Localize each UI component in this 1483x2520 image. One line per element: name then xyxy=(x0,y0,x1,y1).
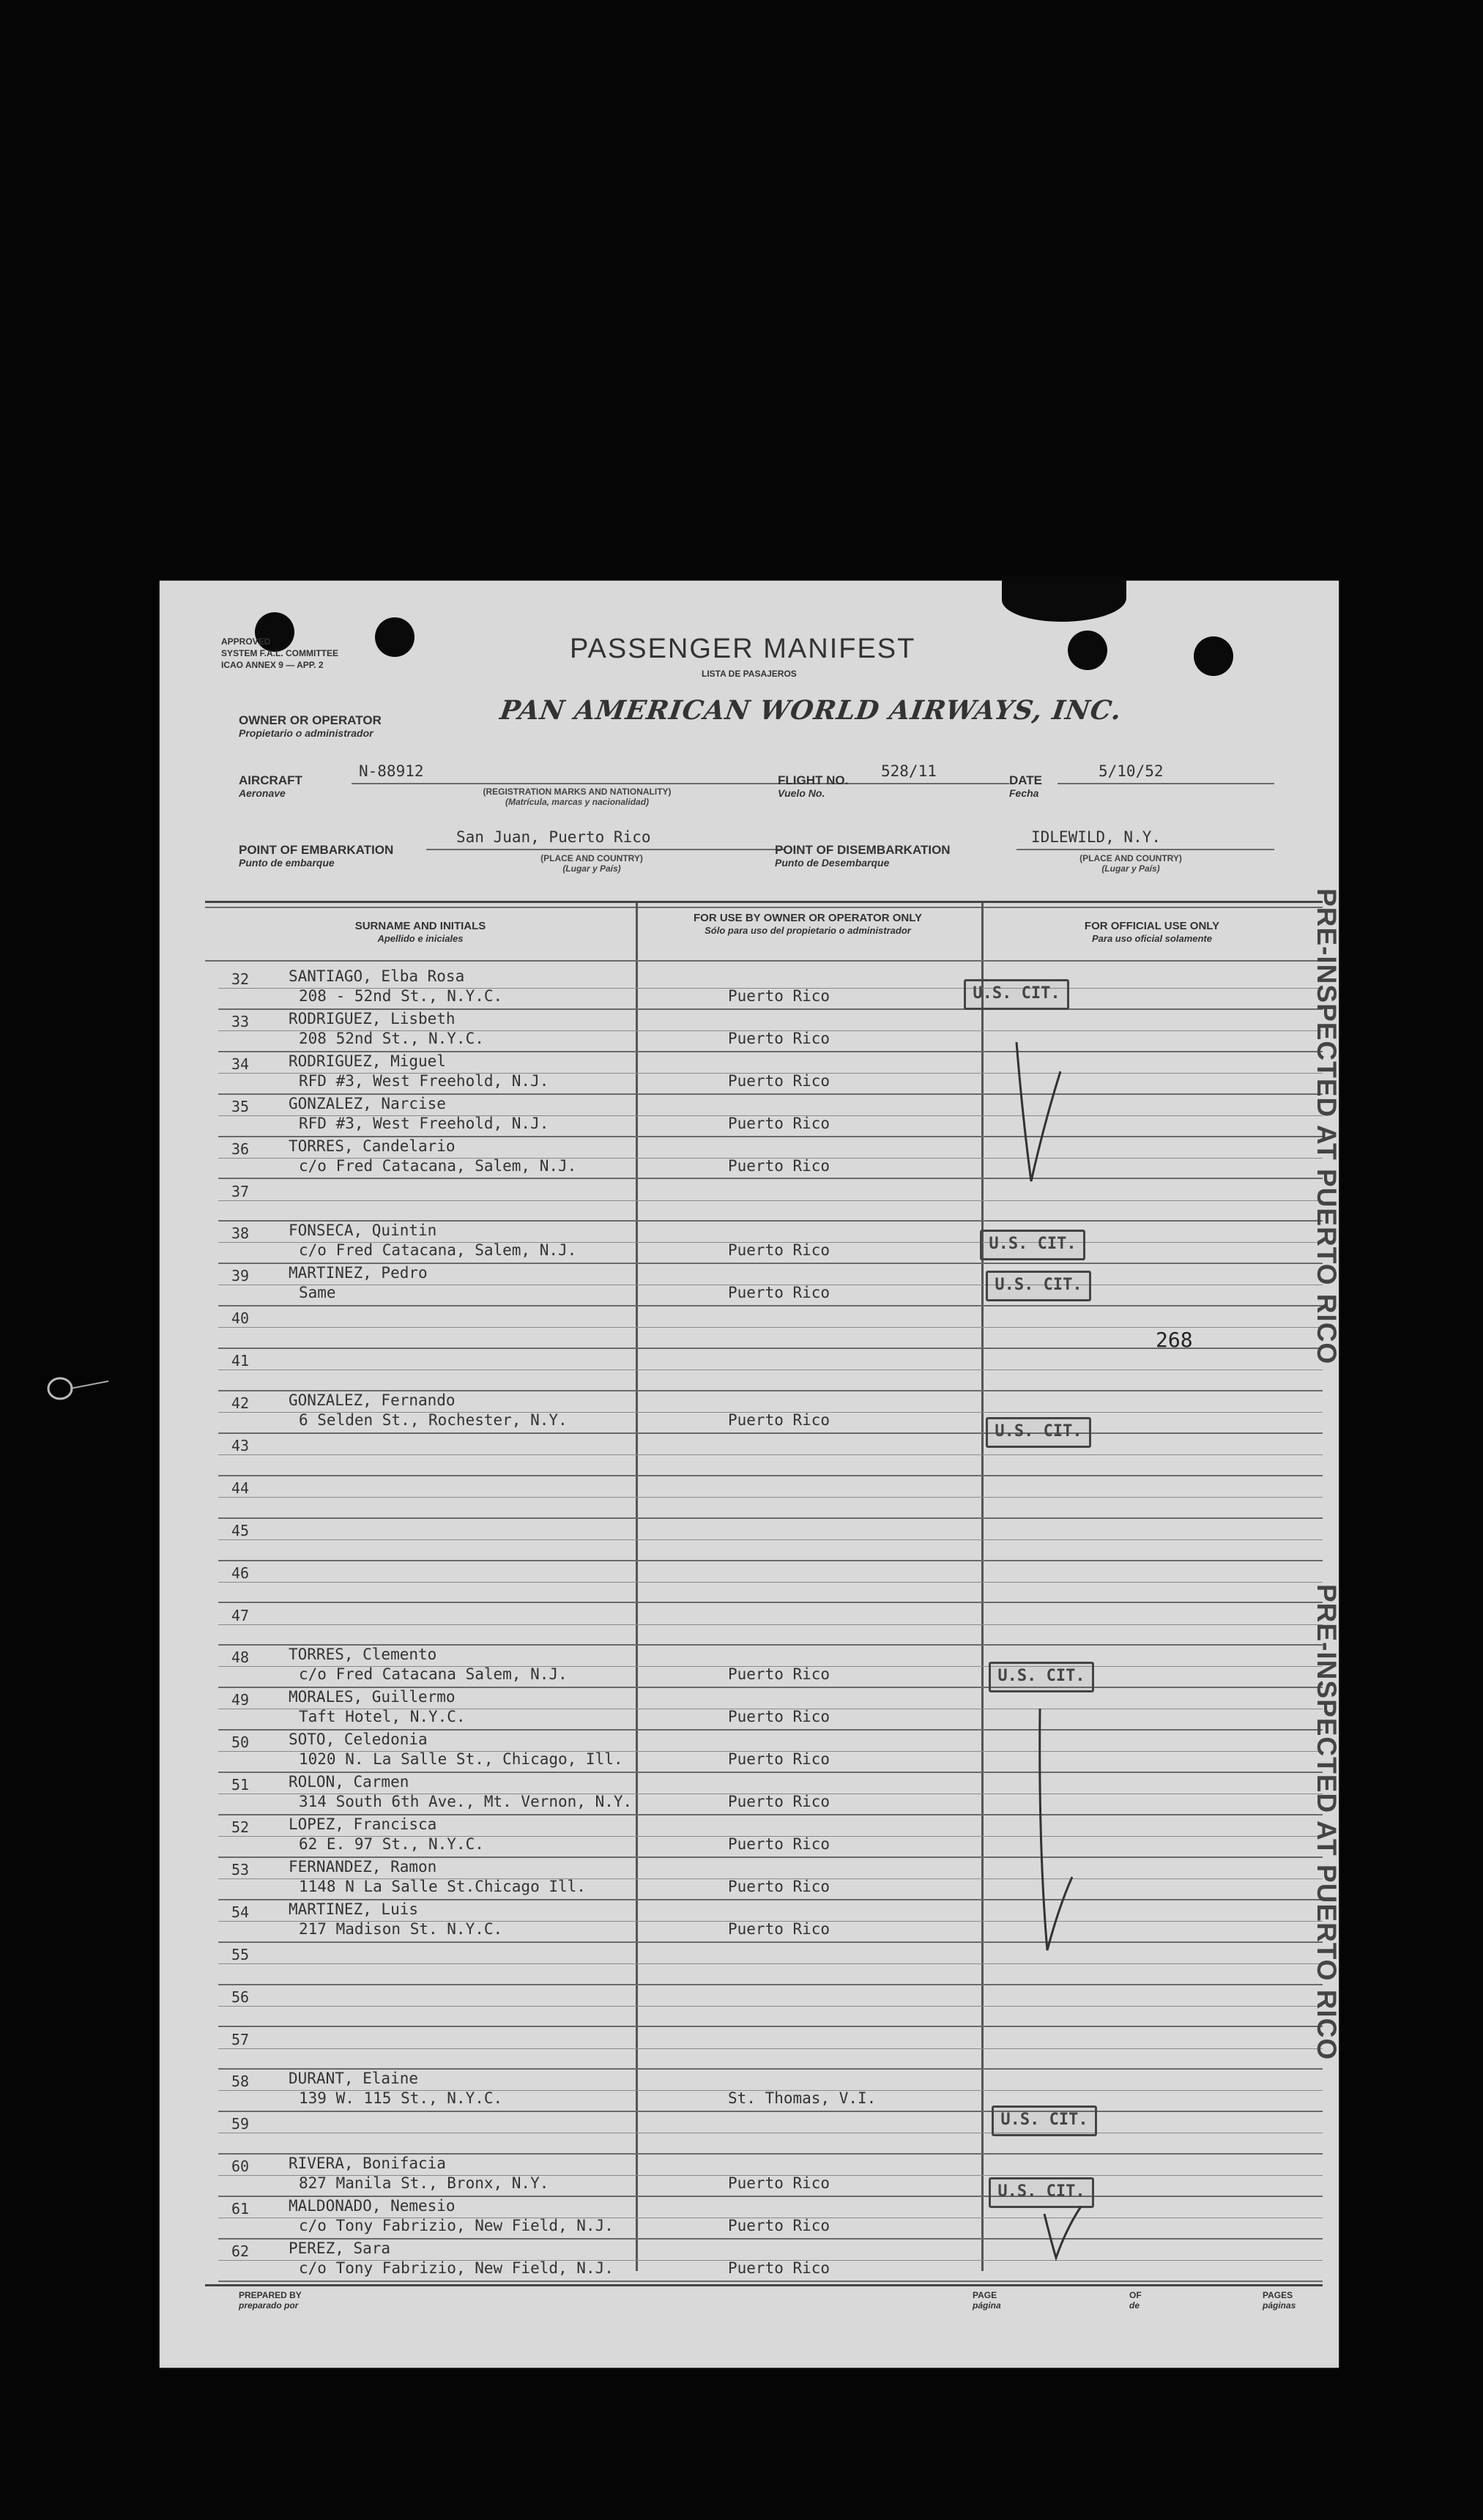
table-row xyxy=(160,1815,1339,1858)
flight-value: 528/11 xyxy=(881,762,937,780)
flight-sub: Vuelo No. xyxy=(778,787,825,799)
disembark-sub: Punto de Desembarque xyxy=(775,857,890,869)
passenger-address: c/o Fred Catacana, Salem, N.J. xyxy=(299,1241,577,1260)
us-cit-stamp: U.S. CIT. xyxy=(989,1662,1094,1692)
table-row xyxy=(160,1222,1339,1264)
form-title: PASSENGER MANIFEST xyxy=(570,633,916,664)
registration-caption-sub: (Matrícula, marcas y nacionalidad) xyxy=(505,797,650,807)
flight-label: FLIGHT NO. xyxy=(778,773,849,787)
row-midline xyxy=(218,2048,1323,2049)
passenger-origin: Puerto Rico xyxy=(728,987,830,1005)
row-number: 54 xyxy=(231,1903,250,1921)
passenger-address: 314 South 6th Ave., Mt. Vernon, N.Y. xyxy=(299,1793,633,1811)
table-row xyxy=(160,2155,1339,2197)
disembark-label: POINT OF DISEMBARKATION xyxy=(775,843,951,857)
punch-hole xyxy=(1068,631,1107,670)
footer-rule xyxy=(205,2284,1323,2286)
table-row xyxy=(160,1137,1339,1180)
table-row xyxy=(160,1349,1339,1391)
passenger-name: MALDONADO, Nemesio xyxy=(289,2197,456,2215)
col3-head: FOR OFFICIAL USE ONLY Para uso oficial solamente xyxy=(1084,920,1220,944)
row-midline xyxy=(218,1369,1323,1370)
punch-hole xyxy=(1194,636,1233,676)
row-midline xyxy=(218,1624,1323,1625)
table-row xyxy=(160,1731,1339,1773)
passenger-origin: Puerto Rico xyxy=(728,2217,830,2235)
passenger-address: Taft Hotel, N.Y.C. xyxy=(299,1708,466,1726)
approval-line-3: ICAO ANNEX 9 — APP. 2 xyxy=(221,660,324,670)
passenger-address: 217 Madison St. N.Y.C. xyxy=(299,1919,503,1938)
row-number: 38 xyxy=(231,1224,250,1243)
passenger-address: 208 - 52nd St., N.Y.C. xyxy=(299,987,503,1005)
passenger-address: 6 Selden St., Rochester, N.Y. xyxy=(299,1411,568,1429)
header-bottom-rule xyxy=(205,960,1323,962)
date-line xyxy=(1058,783,1274,784)
table-top-rule xyxy=(205,901,1323,903)
row-number: 48 xyxy=(231,1649,250,1667)
row-number: 37 xyxy=(231,1182,250,1200)
disembark-line xyxy=(1016,849,1274,850)
owner-label: OWNER OR OPERATOR xyxy=(239,713,382,727)
date-value: 5/10/52 xyxy=(1099,762,1164,780)
passenger-origin: Puerto Rico xyxy=(728,1793,830,1811)
row-number: 39 xyxy=(231,1267,250,1285)
passenger-origin: Puerto Rico xyxy=(728,1029,830,1047)
table-row xyxy=(160,1985,1339,2028)
aircraft-sub: Aeronave xyxy=(239,787,286,799)
passenger-origin: Puerto Rico xyxy=(728,1919,830,1938)
paper-scrap-icon xyxy=(41,1371,114,1408)
passenger-origin: Puerto Rico xyxy=(728,1156,830,1175)
table-row xyxy=(160,1264,1339,1307)
prepared-sub: preparado por xyxy=(239,2300,299,2311)
row-midline xyxy=(218,1539,1323,1540)
torn-corner xyxy=(1002,576,1126,622)
table-row xyxy=(160,1604,1339,1646)
row-number: 47 xyxy=(231,1606,250,1624)
passenger-name: GONZALEZ, Narcise xyxy=(289,1094,446,1112)
passenger-name: FERNANDEZ, Ramon xyxy=(289,1857,437,1876)
passenger-origin: Puerto Rico xyxy=(728,1411,830,1429)
check-mark-icon xyxy=(1037,2192,1088,2265)
row-number: 45 xyxy=(231,1521,250,1539)
passenger-address: RFD #3, West Freehold, N.J. xyxy=(299,1071,549,1090)
row-midline xyxy=(218,1963,1323,1964)
passenger-name: MARTINEZ, Pedro xyxy=(289,1264,428,1282)
passenger-name: DURANT, Elaine xyxy=(289,2070,419,2088)
table-row xyxy=(160,967,1339,1010)
table-row xyxy=(160,1900,1339,1943)
row-number: 55 xyxy=(231,1945,250,1963)
of-sub: de xyxy=(1129,2300,1140,2311)
passenger-name: SOTO, Celedonia xyxy=(289,1731,428,1749)
table-row xyxy=(160,1646,1339,1688)
passenger-name: LOPEZ, Francisca xyxy=(289,1815,437,1833)
date-label: DATE xyxy=(1009,773,1043,787)
aircraft-value: N-88912 xyxy=(359,762,424,780)
row-number: 57 xyxy=(231,2030,250,2048)
table-row xyxy=(160,1476,1339,1519)
passenger-address: 62 E. 97 St., N.Y.C. xyxy=(299,1835,484,1853)
passenger-address: 208 52nd St., N.Y.C. xyxy=(299,1029,484,1047)
table-row xyxy=(160,1519,1339,1561)
us-cit-stamp: U.S. CIT. xyxy=(980,1230,1085,1260)
check-mark-icon xyxy=(1031,1701,1082,1965)
passenger-origin: Puerto Rico xyxy=(728,1708,830,1726)
passenger-address: 1020 N. La Salle St., Chicago, Ill. xyxy=(299,1750,623,1769)
row-number: 40 xyxy=(231,1309,250,1328)
page-label: PAGE xyxy=(973,2290,997,2300)
row-number: 46 xyxy=(231,1564,250,1582)
passenger-origin: St. Thomas, V.I. xyxy=(728,2089,877,2108)
table-row xyxy=(160,1858,1339,1900)
row-number: 58 xyxy=(231,2073,250,2091)
row-midline xyxy=(218,2006,1323,2007)
passenger-origin: Puerto Rico xyxy=(728,2259,830,2277)
passenger-address: RFD #3, West Freehold, N.J. xyxy=(299,1114,549,1132)
row-number: 59 xyxy=(231,2115,250,2133)
table-row xyxy=(160,2197,1339,2240)
passenger-name: RIVERA, Bonifacia xyxy=(289,2155,446,2173)
passenger-origin: Puerto Rico xyxy=(728,1750,830,1769)
table-row xyxy=(160,1052,1339,1095)
table-row xyxy=(160,2112,1339,2155)
us-cit-stamp: U.S. CIT. xyxy=(964,979,1069,1010)
form-title-sub: LISTA DE PASAJEROS xyxy=(702,669,797,679)
table-row xyxy=(160,1095,1339,1137)
col2-head: FOR USE BY OWNER OR OPERATOR ONLY Sólo para uso del propietario o administrador xyxy=(694,912,922,936)
passenger-origin: Puerto Rico xyxy=(728,1114,830,1132)
approval-line-2: SYSTEM F.A.L. COMMITTEE xyxy=(221,648,339,658)
passenger-name: FONSECA, Quintin xyxy=(289,1222,437,1240)
disembark-place-caption: (PLACE AND COUNTRY) xyxy=(1079,853,1182,863)
row-number: 36 xyxy=(231,1140,250,1158)
embark-place-caption: (PLACE AND COUNTRY) xyxy=(540,853,643,863)
row-number: 60 xyxy=(231,2157,250,2176)
prepared-label: PREPARED BY xyxy=(239,2290,302,2300)
table-row xyxy=(160,1943,1339,1985)
passenger-name: RODRIGUEZ, Lisbeth xyxy=(289,1009,456,1027)
row-number: 43 xyxy=(231,1436,250,1454)
us-cit-stamp: U.S. CIT. xyxy=(992,2105,1097,2136)
table-row xyxy=(160,1434,1339,1476)
table-row xyxy=(160,2028,1339,2070)
passenger-name: ROLON, Carmen xyxy=(289,1773,409,1791)
row-number: 53 xyxy=(231,1860,250,1878)
passenger-name: GONZALEZ, Fernando xyxy=(289,1391,456,1409)
approval-line-1: APPROVED xyxy=(221,636,271,647)
passenger-address: c/o Fred Catacana Salem, N.J. xyxy=(299,1665,568,1684)
passenger-address: c/o Tony Fabrizio, New Field, N.J. xyxy=(299,2259,614,2277)
passenger-name: RODRIGUEZ, Miguel xyxy=(289,1052,446,1070)
row-number: 49 xyxy=(231,1691,250,1709)
punch-hole xyxy=(375,617,415,657)
aircraft-label: AIRCRAFT xyxy=(239,773,302,787)
passenger-origin: Puerto Rico xyxy=(728,1835,830,1853)
passenger-origin: Puerto Rico xyxy=(728,1071,830,1090)
us-cit-stamp: U.S. CIT. xyxy=(989,2177,1094,2208)
flight-line xyxy=(863,783,1009,784)
table-row xyxy=(160,1391,1339,1434)
embark-sub: Punto de embarque xyxy=(239,857,335,869)
table-row xyxy=(160,2240,1339,2282)
embark-value: San Juan, Puerto Rico xyxy=(456,828,651,846)
row-number: 62 xyxy=(231,2242,250,2260)
table-top-rule-2 xyxy=(205,907,1323,908)
pages-sub: páginas xyxy=(1263,2300,1296,2311)
disembark-value: IDLEWILD, N.Y. xyxy=(1031,828,1162,846)
passenger-name: PEREZ, Sara xyxy=(289,2240,391,2257)
row-midline xyxy=(218,1582,1323,1583)
embark-place-caption-sub: (Lugar y País) xyxy=(562,863,621,874)
passenger-address: 1148 N La Salle St.Chicago Ill. xyxy=(299,1877,586,1895)
row-number: 32 xyxy=(231,970,250,988)
us-cit-stamp: U.S. CIT. xyxy=(986,1271,1091,1301)
passenger-origin: Puerto Rico xyxy=(728,1241,830,1260)
embark-label: POINT OF EMBARKATION xyxy=(239,843,394,857)
row-bottom-rule xyxy=(218,2281,1323,2282)
passenger-address: 827 Manila St., Bronx, N.Y. xyxy=(299,2174,549,2193)
owner-sub: Propietario o administrador xyxy=(239,727,373,739)
preinspected-stamp: PRE-INSPECTED AT PUERTO RICO xyxy=(1312,1584,1342,2061)
passenger-origin: Puerto Rico xyxy=(728,1665,830,1684)
of-label: OF xyxy=(1129,2290,1142,2300)
passenger-address: c/o Tony Fabrizio, New Field, N.J. xyxy=(299,2217,614,2235)
passenger-address: c/o Fred Catacana, Salem, N.J. xyxy=(299,1156,577,1175)
passenger-name: TORRES, Clemento xyxy=(289,1646,437,1664)
row-number: 51 xyxy=(231,1776,250,1794)
page-count-stamp: 268 xyxy=(1156,1328,1193,1352)
company-name: PAN AMERICAN WORLD AIRWAYS, INC. xyxy=(498,695,1124,726)
row-number: 52 xyxy=(231,1818,250,1836)
check-mark-icon xyxy=(1009,1027,1068,1196)
col1-head: SURNAME AND INITIALS Apellido e iniciales xyxy=(354,920,486,944)
passenger-origin: Puerto Rico xyxy=(728,1877,830,1895)
table-row xyxy=(160,1010,1339,1052)
passenger-address: Same xyxy=(299,1284,336,1302)
row-number: 41 xyxy=(231,1352,250,1370)
passenger-name: TORRES, Candelario xyxy=(289,1137,456,1155)
row-number: 33 xyxy=(231,1012,250,1030)
manifest-sheet xyxy=(160,581,1342,2368)
row-number: 42 xyxy=(231,1394,250,1412)
passenger-origin: Puerto Rico xyxy=(728,1284,830,1302)
row-number: 50 xyxy=(231,1733,250,1752)
row-number: 44 xyxy=(231,1479,250,1497)
row-number: 56 xyxy=(231,1988,250,2006)
embark-line xyxy=(426,849,785,850)
row-midline xyxy=(218,1200,1323,1201)
passenger-address: 139 W. 115 St., N.Y.C. xyxy=(299,2089,503,2108)
passenger-name: MARTINEZ, Luis xyxy=(289,1900,419,1918)
row-number: 61 xyxy=(231,2200,250,2218)
date-sub: Fecha xyxy=(1009,787,1039,799)
table-row xyxy=(160,1180,1339,1222)
passenger-origin: Puerto Rico xyxy=(728,2174,830,2193)
table-row xyxy=(160,1688,1339,1731)
table-row xyxy=(160,1773,1339,1815)
row-number: 34 xyxy=(231,1055,250,1073)
preinspected-stamp: PRE-INSPECTED AT PUERTO RICO xyxy=(1312,888,1342,1365)
row-number: 35 xyxy=(231,1097,250,1115)
us-cit-stamp: U.S. CIT. xyxy=(986,1417,1091,1448)
registration-caption: (REGISTRATION MARKS AND NATIONALITY) xyxy=(483,787,672,797)
table-row xyxy=(160,2070,1339,2112)
pages-label: PAGES xyxy=(1263,2290,1293,2300)
row-midline xyxy=(218,1497,1323,1498)
row-midline xyxy=(218,1454,1323,1455)
disembark-place-caption-sub: (Lugar y País) xyxy=(1101,863,1160,874)
passenger-name: MORALES, Guillermo xyxy=(289,1688,456,1706)
passenger-name: SANTIAGO, Elba Rosa xyxy=(289,967,465,985)
table-row xyxy=(160,1561,1339,1604)
page-sub: página xyxy=(973,2300,1001,2311)
